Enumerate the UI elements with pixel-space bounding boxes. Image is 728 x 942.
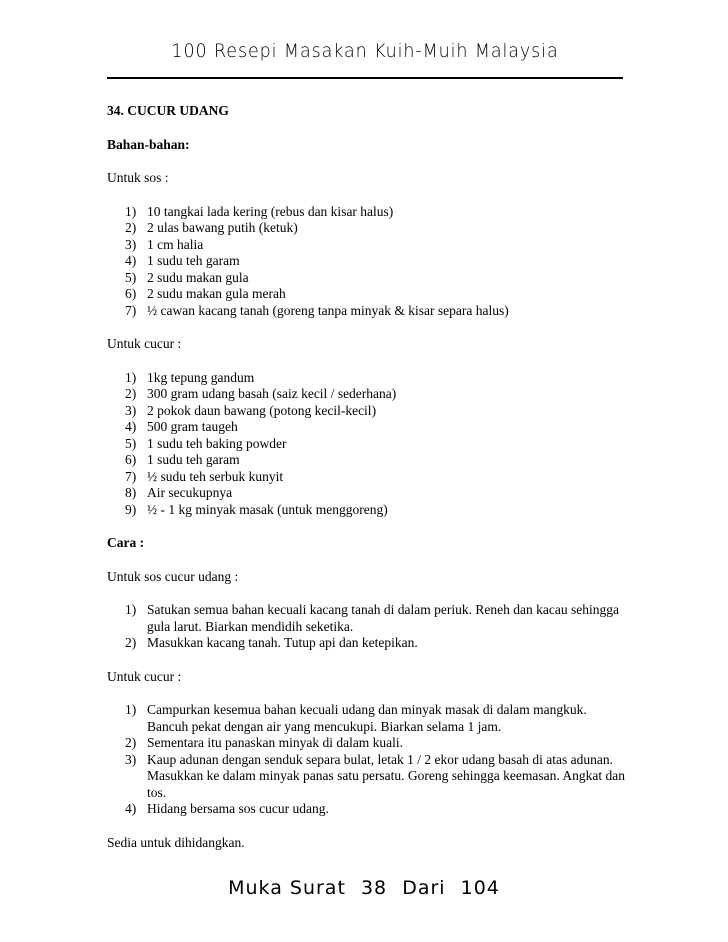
fritter-ingredient-item-number: 8)	[125, 485, 137, 500]
fritter-ingredient-item	[107, 403, 627, 420]
fritter-ingredient-item-text: 1 sudu teh baking powder	[147, 435, 287, 451]
fritter-step-item	[107, 735, 627, 752]
fritter-ingredient-item-text: ½ sudu teh serbuk kunyit	[147, 468, 284, 484]
sauce-step-item	[107, 602, 627, 635]
sauce-ingredient-item-text: 1 cm halia	[147, 236, 204, 252]
sauce-ingredient-item-text: 10 tangkai lada kering (rebus dan kisar halus)	[147, 203, 394, 219]
page-footer	[0, 877, 728, 899]
fritter-ingredient-item-text: ½ - 1 kg minyak masak (untuk menggoreng)	[147, 501, 388, 517]
fritter-ingredient-item	[107, 485, 627, 502]
fritter-ingredient-item	[107, 386, 627, 403]
sauce-ingredient-item-text: 2 ulas bawang putih (ketuk)	[147, 220, 298, 235]
fritter-ingredient-item-number: 2)	[125, 386, 137, 401]
fritter-ingredient-item-number: 9)	[125, 501, 137, 517]
sauce-ingredient-item	[107, 286, 627, 303]
footer-total-pages: 104	[460, 877, 500, 899]
fritter-ingredient-item-number: 5)	[125, 435, 137, 451]
fritter-heading: Untuk cucur :	[107, 336, 182, 351]
sauce-ingredient-item	[107, 270, 627, 287]
recipe-content	[107, 103, 627, 851]
fritter-ingredient-item-text: 500 gram taugeh	[147, 419, 238, 434]
closing-note: Sedia untuk dihidangkan.	[107, 834, 245, 850]
sauce-ingredient-item-number: 4)	[125, 253, 137, 268]
sauce-step-item-number: 1)	[125, 602, 137, 617]
fritter-ingredient-item	[107, 502, 627, 519]
fritter-ingredient-item-number: 1)	[125, 369, 137, 385]
fritter-step-item-number: 3)	[125, 751, 137, 767]
fritter-ingredient-item-text: 300 gram udang basah (saiz kecil / sederhana)	[147, 386, 397, 401]
footer-label: Muka Surat	[228, 877, 346, 899]
sauce-ingredient-item-text: ½ cawan kacang tanah (goreng tanpa minyak & kisar separa halus)	[147, 302, 509, 318]
sauce-ingredients-list	[107, 204, 627, 320]
sauce-ingredient-item-text: 2 sudu makan gula	[147, 269, 249, 285]
fritter-ingredient-item-number: 6)	[125, 452, 137, 467]
sauce-ingredient-item-number: 2)	[125, 220, 137, 235]
sauce-heading: Untuk sos :	[107, 170, 169, 185]
sauce-method-heading: Untuk sos cucur udang :	[107, 568, 239, 584]
fritter-ingredient-item-text: Air secukupnya	[147, 485, 233, 500]
fritter-ingredients-list	[107, 370, 627, 519]
footer-page-number: 38	[360, 877, 388, 899]
fritter-ingredient-item-number: 7)	[125, 468, 137, 484]
sauce-ingredient-item-number: 7)	[125, 302, 137, 318]
fritter-ingredient-item	[107, 452, 627, 469]
fritter-steps-list	[107, 702, 627, 818]
fritter-ingredient-item	[107, 419, 627, 436]
fritter-step-item-text: Kaup adunan dengan senduk separa bulat, letak 1 / 2 ekor udang basah di atas adunan. Masukkan ke dalam minyak panas satu persatu. Goreng sehingga keemasan. Angkat dan tos.	[147, 751, 625, 800]
sauce-steps-list	[107, 602, 627, 652]
sauce-ingredient-item-number: 5)	[125, 269, 137, 285]
fritter-step-item-number: 1)	[125, 702, 137, 717]
sauce-ingredient-item-text: 2 sudu makan gula merah	[147, 286, 286, 301]
ingredients-heading: Bahan-bahan:	[107, 136, 190, 152]
sauce-ingredient-item-number: 1)	[125, 203, 137, 219]
fritter-ingredient-item-number: 4)	[125, 419, 137, 434]
fritter-ingredient-item	[107, 469, 627, 486]
fritter-step-item	[107, 752, 627, 802]
method-heading: Cara :	[107, 535, 145, 550]
sauce-ingredient-item	[107, 204, 627, 221]
sauce-ingredient-item	[107, 237, 627, 254]
fritter-step-item	[107, 702, 627, 735]
fritter-ingredient-item	[107, 370, 627, 387]
fritter-ingredient-item-number: 3)	[125, 402, 137, 418]
sauce-ingredient-item-number: 6)	[125, 286, 137, 301]
fritter-step-item-text: Sementara itu panaskan minyak di dalam kuali.	[147, 735, 404, 750]
fritter-ingredient-item-text: 1kg tepung gandum	[147, 369, 255, 385]
sauce-ingredient-item	[107, 253, 627, 270]
fritter-ingredient-item	[107, 436, 627, 453]
footer-of: Dari	[402, 877, 446, 899]
fritter-step-item-text: Hidang bersama sos cucur udang.	[147, 801, 329, 816]
sauce-step-item	[107, 635, 627, 652]
sauce-step-item-number: 2)	[125, 635, 137, 650]
fritter-step-item-text: Campurkan kesemua bahan kecuali udang dan minyak masak di dalam mangkuk. Bancuh pekat dengan air yang mencukupi. Biarkan selama 1 jam.	[147, 702, 587, 734]
sauce-step-item-text: Satukan semua bahan kecuali kacang tanah di dalam periuk. Reneh dan kacau sehingga gula larut. Biarkan mendidih seketika.	[147, 602, 619, 634]
sauce-ingredient-item	[107, 220, 627, 237]
recipe-title: 34. CUCUR UDANG	[107, 103, 229, 118]
sauce-ingredient-item-text: 1 sudu teh garam	[147, 253, 240, 268]
fritter-ingredient-item-text: 1 sudu teh garam	[147, 452, 240, 467]
header-rule	[107, 77, 623, 79]
sauce-step-item-text: Masukkan kacang tanah. Tutup api dan ketepikan.	[147, 635, 418, 650]
page-header-title: 100 Resepi Masakan Kuih-Muih Malaysia	[171, 40, 559, 62]
fritter-step-item-number: 4)	[125, 801, 137, 816]
sauce-ingredient-item	[107, 303, 627, 320]
sauce-ingredient-item-number: 3)	[125, 236, 137, 252]
fritter-step-item	[107, 801, 627, 818]
fritter-ingredient-item-text: 2 pokok daun bawang (potong kecil-kecil)	[147, 402, 377, 418]
fritter-method-heading: Untuk cucur :	[107, 668, 182, 684]
fritter-step-item-number: 2)	[125, 735, 137, 750]
